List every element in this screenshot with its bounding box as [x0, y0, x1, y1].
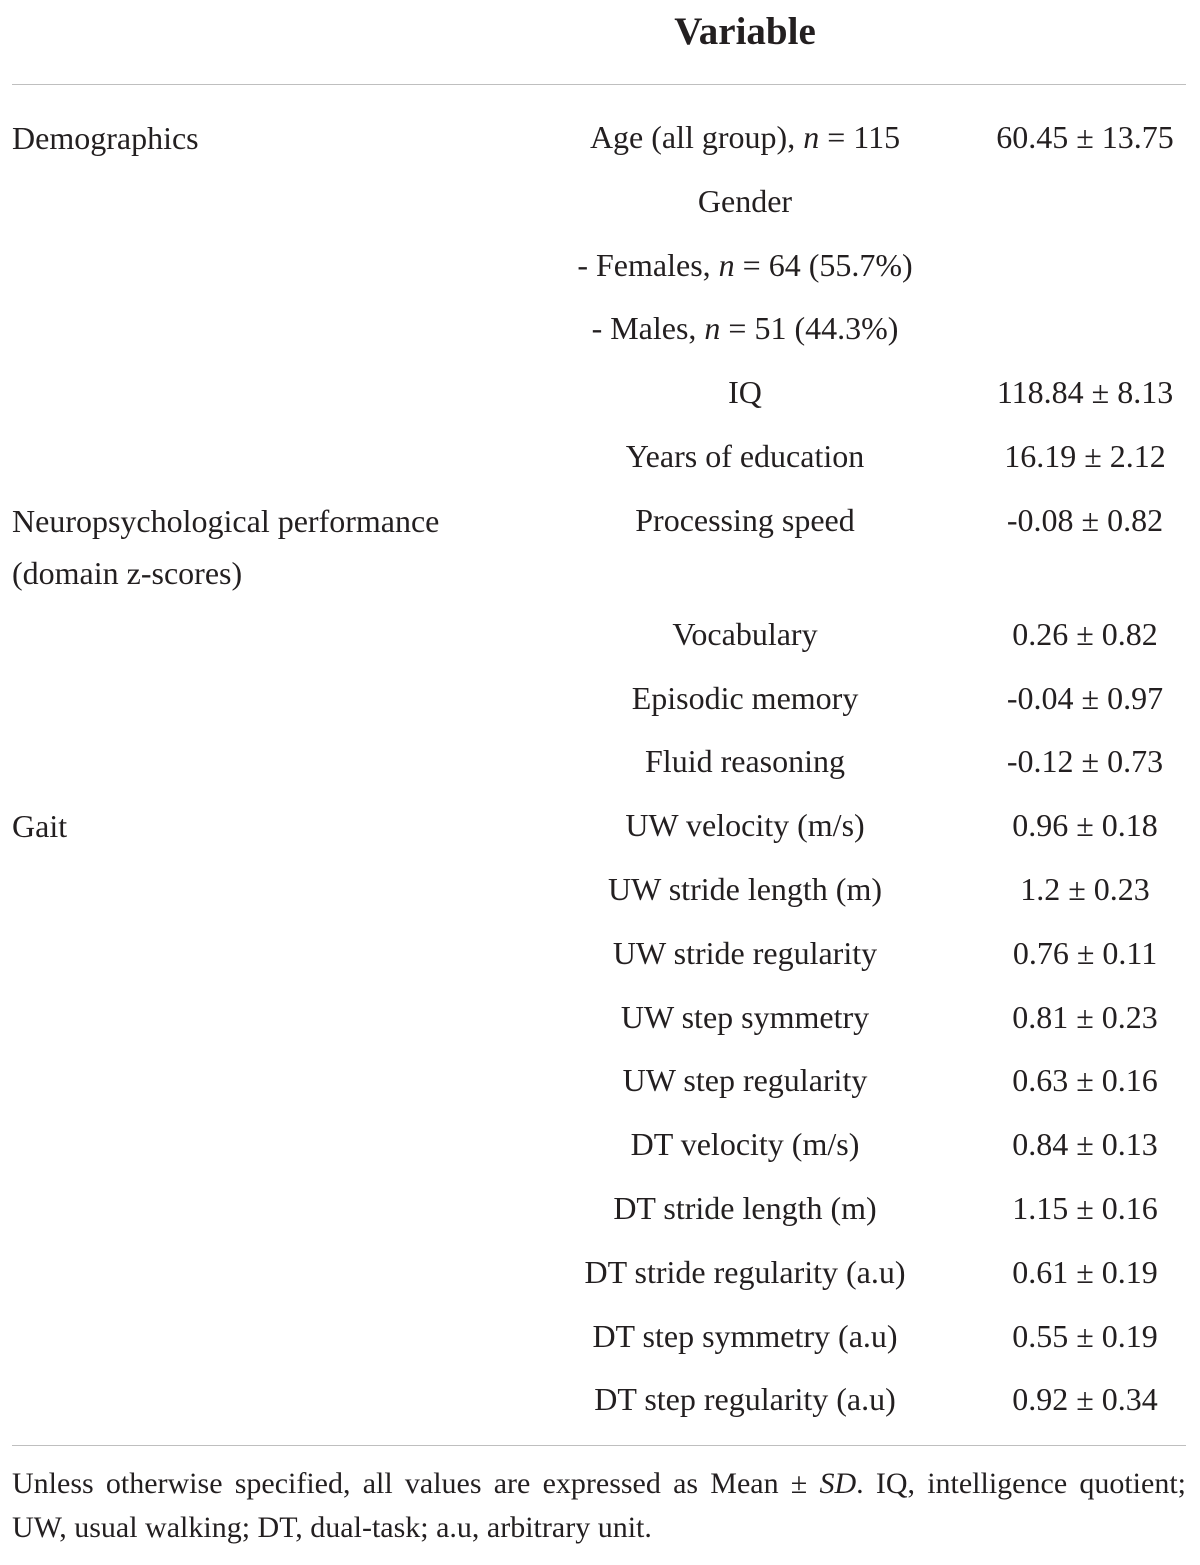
value-cell: 0.61 ± 0.19 — [1012, 1253, 1158, 1290]
table-row — [0, 922, 1200, 986]
value-cell: -0.04 ± 0.97 — [1006, 679, 1164, 716]
column-header-variable: Variable — [674, 10, 816, 53]
value-cell: 0.92 ± 0.34 — [1012, 1381, 1158, 1418]
variable-label: Episodic memory — [631, 679, 859, 716]
variable-label: - Males, n = 51 (44.3%) — [591, 310, 899, 347]
table-row — [0, 603, 1200, 667]
value-cell: 16.19 ± 2.12 — [1004, 437, 1166, 474]
table-footnote: Unless otherwise specified, all values are expressed as Mean ± SD. IQ, intelligence quotient; UW, usual walking; DT, dual-task; a.u, arbitrary unit. — [12, 1467, 1186, 1544]
category-label: Gait — [12, 808, 68, 845]
variable-label: Processing speed — [635, 501, 855, 538]
variable-label: UW stride length (m) — [607, 870, 882, 907]
bottom-divider — [12, 1445, 1186, 1446]
table-row — [0, 730, 1200, 794]
variable-label: Age (all group), n = 115 — [589, 119, 901, 155]
value-cell: 60.45 ± 13.75 — [996, 119, 1174, 155]
value-cell: -0.08 ± 0.82 — [1006, 501, 1164, 538]
variable-label: Vocabulary — [672, 615, 818, 652]
variable-label: DT stride length (m) — [613, 1189, 877, 1226]
variable-label: DT velocity (m/s) — [630, 1126, 860, 1163]
value-cell: 0.55 ± 0.19 — [1012, 1317, 1158, 1354]
data-table — [0, 106, 1200, 1432]
table-row — [0, 1305, 1200, 1369]
value-cell: -0.12 ± 0.73 — [1006, 743, 1164, 780]
value-cell: 0.76 ± 0.11 — [1012, 934, 1158, 971]
value-cell: 1.15 ± 0.16 — [1012, 1189, 1158, 1226]
table-row — [0, 1177, 1200, 1241]
variable-label: Gender — [697, 182, 793, 219]
table-row — [0, 170, 1200, 234]
table-row — [0, 986, 1200, 1050]
table-row — [0, 1113, 1200, 1177]
table-row — [0, 1368, 1200, 1432]
variable-label: Years of education — [625, 437, 865, 474]
table-row — [0, 234, 1200, 298]
variable-label: IQ — [728, 374, 762, 411]
table-row — [0, 667, 1200, 731]
value-cell: 0.81 ± 0.23 — [1012, 998, 1158, 1035]
variable-label: UW step symmetry — [620, 998, 870, 1035]
variable-label: DT stride regularity (a.u) — [584, 1253, 906, 1290]
table-row — [0, 1049, 1200, 1113]
variable-label: UW velocity (m/s) — [625, 807, 865, 844]
value-cell: 118.84 ± 8.13 — [996, 374, 1174, 411]
table-row — [0, 858, 1200, 922]
top-divider — [12, 84, 1186, 85]
variable-label: DT step regularity (a.u) — [594, 1381, 896, 1418]
category-label: Neuropsychological performance (domain z-scores) — [12, 502, 440, 591]
value-cell: 1.2 ± 0.23 — [1020, 870, 1150, 907]
value-cell: 0.63 ± 0.16 — [1012, 1062, 1158, 1099]
table-header — [0, 8, 1200, 56]
table-row — [0, 297, 1200, 361]
variable-label: - Females, n = 64 (55.7%) — [577, 246, 913, 283]
table-row — [0, 794, 1200, 858]
variable-label: DT step symmetry (a.u) — [592, 1317, 898, 1354]
value-cell: 0.26 ± 0.82 — [1012, 615, 1158, 652]
table-row — [0, 1241, 1200, 1305]
value-cell: 0.96 ± 0.18 — [1012, 807, 1158, 844]
table-row — [0, 425, 1200, 489]
table-row — [0, 106, 1200, 170]
variable-label: Fluid reasoning — [645, 743, 845, 780]
variable-label: UW stride regularity — [612, 934, 878, 971]
table-row — [0, 361, 1200, 425]
table-row — [0, 489, 1200, 603]
value-cell: 0.84 ± 0.13 — [1012, 1126, 1158, 1163]
variable-label: UW step regularity — [622, 1062, 868, 1099]
category-label: Demographics — [12, 120, 199, 156]
